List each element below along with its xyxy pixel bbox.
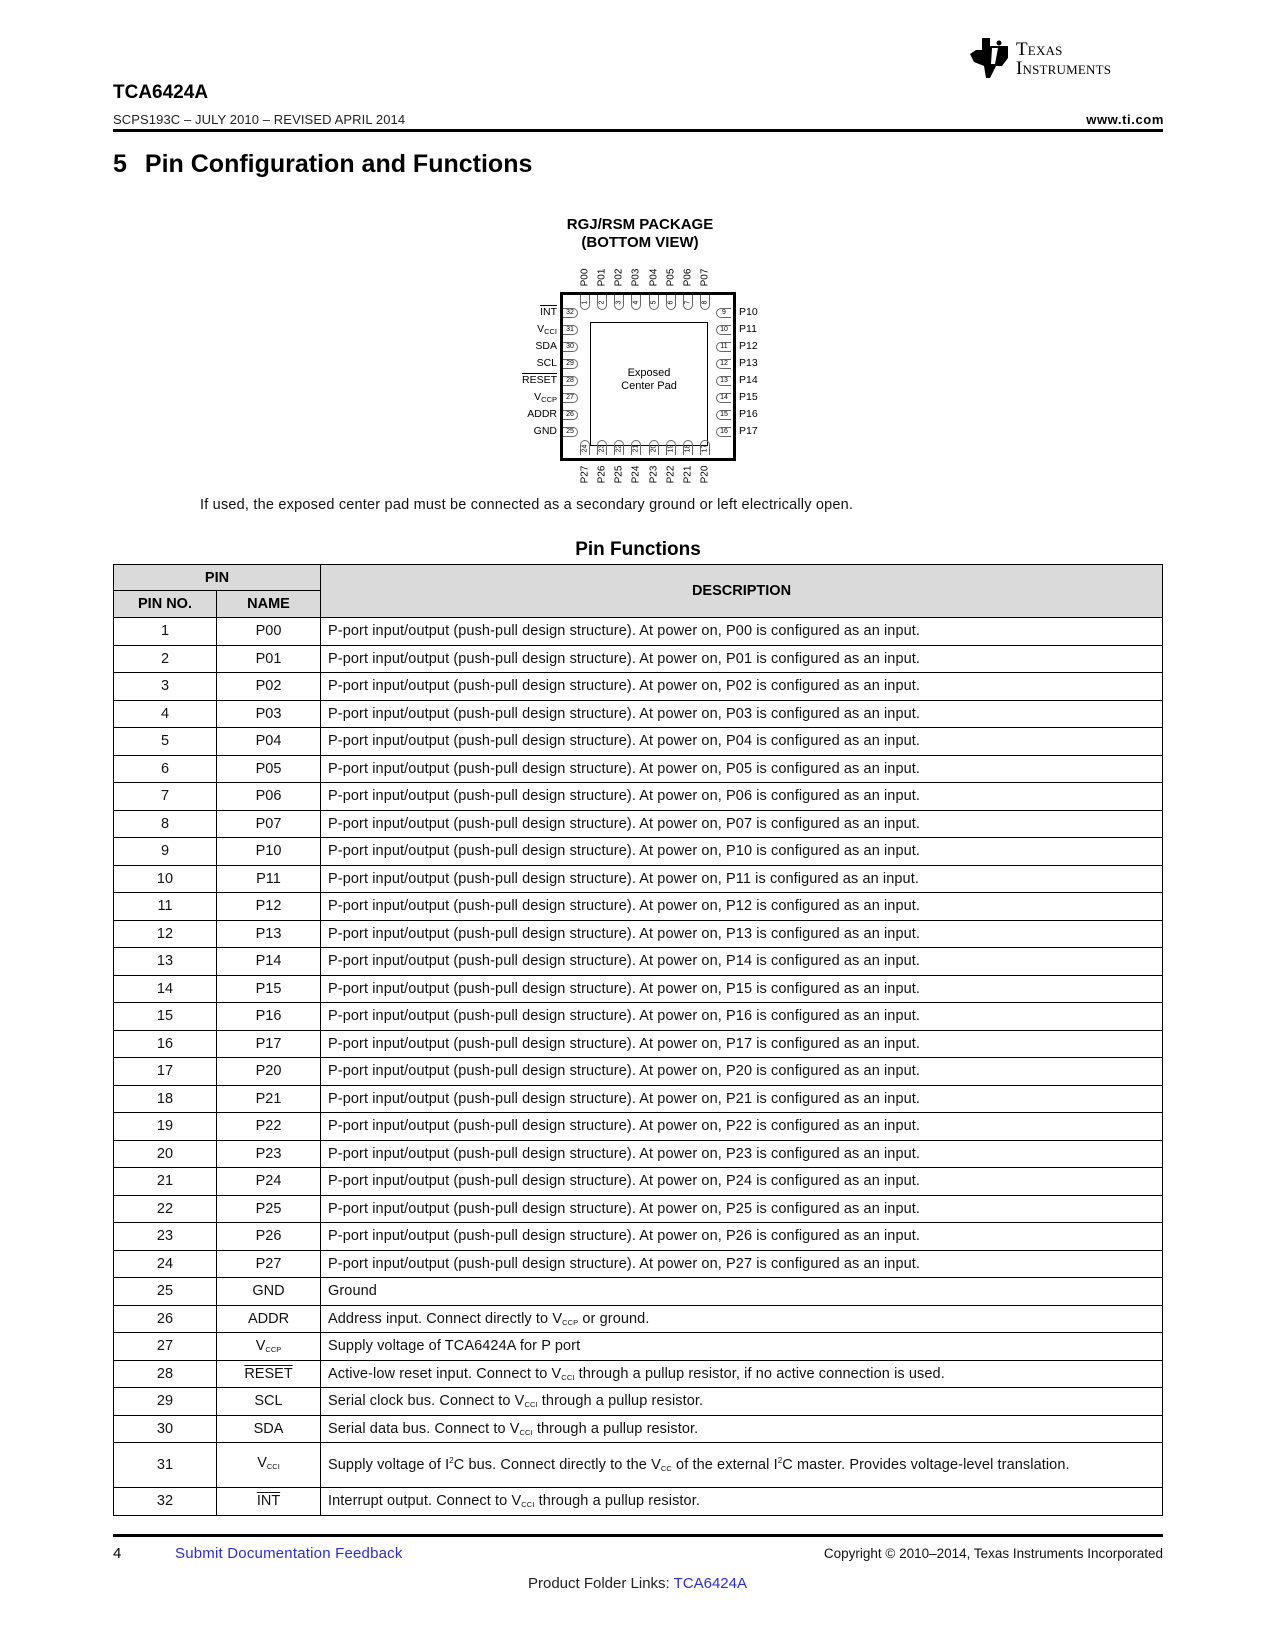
pin-number: 16	[114, 1030, 217, 1058]
pin-label-P26: P26	[596, 465, 608, 483]
package-pin-8: 8	[700, 295, 710, 310]
pin-number: 9	[114, 838, 217, 866]
pin-number: 1	[114, 618, 217, 646]
pin-label-reset: RESET	[521, 374, 557, 386]
pin-description: P-port input/output (push-pull design structure). At power on, P01 is configured as an input.	[321, 645, 1163, 673]
pin-description: P-port input/output (push-pull design structure). At power on, P21 is configured as an input.	[321, 1085, 1163, 1113]
pin-name: P07	[217, 810, 321, 838]
pin-label-gnd: GND	[533, 425, 557, 437]
table-row	[114, 1415, 1163, 1443]
pin-name: P06	[217, 783, 321, 811]
pin-number: 32	[114, 1488, 217, 1516]
package-pin-5: 5	[649, 295, 659, 310]
pin-label-P14: P14	[739, 374, 758, 386]
package-pin-10: 10	[716, 325, 731, 335]
pin-description: P-port input/output (push-pull design structure). At power on, P16 is configured as an input.	[321, 1003, 1163, 1031]
pin-number: 10	[114, 865, 217, 893]
pin-number: 24	[114, 1250, 217, 1278]
table-row	[114, 893, 1163, 921]
package-title-line1: RGJ/RSM PACKAGE	[566, 216, 714, 233]
pin-label-P13: P13	[739, 357, 758, 369]
table-row	[114, 920, 1163, 948]
center-pad-footnote: If used, the exposed center pad must be connected as a secondary ground or left electrically open.	[200, 497, 854, 513]
package-pin-16: 16	[716, 427, 731, 437]
pin-description: P-port input/output (push-pull design structure). At power on, P03 is configured as an input.	[321, 700, 1163, 728]
pin-description: P-port input/output (push-pull design structure). At power on, P22 is configured as an input.	[321, 1113, 1163, 1141]
product-link[interactable]: TCA6424A	[673, 1575, 747, 1592]
center-pad-label-1: Exposed	[627, 367, 671, 379]
pin-description: P-port input/output (push-pull design structure). At power on, P17 is configured as an input.	[321, 1030, 1163, 1058]
pin-number: 20	[114, 1140, 217, 1168]
header-rule	[113, 129, 1163, 132]
pin-name: ADDR	[217, 1305, 321, 1333]
package-pin-32: 32	[563, 308, 578, 318]
description-header: DESCRIPTION	[321, 565, 1163, 618]
pin-description: Interrupt output. Connect to $V_{CCI}$ through a pullup resistor.	[321, 1488, 1163, 1516]
table-row	[114, 673, 1163, 701]
table-row	[114, 810, 1163, 838]
package-pin-2: 2	[597, 295, 607, 310]
table-row	[114, 728, 1163, 756]
package-pin-4: 4	[631, 295, 641, 310]
pin-label-P17: P17	[739, 425, 758, 437]
table-row	[114, 948, 1163, 976]
pin-label-P24: P24	[630, 465, 642, 483]
package-pin-29: 29	[563, 359, 578, 369]
product-links-label: Product Folder Links:	[527, 1575, 674, 1592]
pin-number: 22	[114, 1195, 217, 1223]
pin-name: RESET	[217, 1360, 321, 1388]
pin-description: Supply voltage of TCA6424A for P port	[321, 1333, 1163, 1361]
pin-label-P11: P11	[739, 323, 757, 335]
website-link[interactable]: www.ti.com	[1086, 112, 1164, 127]
pin-functions-table	[113, 564, 1163, 1516]
package-pin-24: 24	[580, 440, 590, 455]
table-row	[114, 1058, 1163, 1086]
footer-rule	[113, 1534, 1163, 1537]
pin-name: P21	[217, 1085, 321, 1113]
ti-logo	[968, 36, 1168, 86]
pin-description: Active-low reset input. Connect to $V_{CCI}$ through a pullup resistor, if no active connection is used.	[321, 1360, 1163, 1388]
pin-number: 29	[114, 1388, 217, 1416]
logo-line1: Texas	[1016, 39, 1063, 60]
pin-number: 23	[114, 1223, 217, 1251]
center-pad-label-2: Center Pad	[621, 380, 677, 392]
section-title	[113, 150, 532, 179]
pin-label-addr: ADDR	[527, 408, 557, 420]
pin-name: P25	[217, 1195, 321, 1223]
pin-number: 8	[114, 810, 217, 838]
pin-description: P-port input/output (push-pull design structure). At power on, P24 is configured as an input.	[321, 1168, 1163, 1196]
pin-name: P14	[217, 948, 321, 976]
table-row	[114, 1305, 1163, 1333]
table-row	[114, 783, 1163, 811]
pin-label-sda: SDA	[535, 340, 557, 352]
table-row	[114, 645, 1163, 673]
pin-name: P15	[217, 975, 321, 1003]
pin-number: 5	[114, 728, 217, 756]
pin-name: P16	[217, 1003, 321, 1031]
pin-description: Address input. Connect directly to $V_{CCP}$ or ground.	[321, 1305, 1163, 1333]
package-pin-23: 23	[597, 440, 607, 455]
package-pin-26: 26	[563, 410, 578, 420]
table-row	[114, 1195, 1163, 1223]
pin-name: $\overline{INT}$	[217, 1488, 321, 1516]
package-pin-12: 12	[716, 359, 731, 369]
pin-label-P23: P23	[648, 465, 660, 483]
pin-number: 25	[114, 1278, 217, 1306]
pin-number: 31	[114, 1443, 217, 1488]
pin-number: 28	[114, 1360, 217, 1388]
package-title-line2: (BOTTOM VIEW)	[581, 234, 699, 251]
pin-description: P-port input/output (push-pull design structure). At power on, P10 is configured as an input.	[321, 838, 1163, 866]
package-pin-25: 25	[563, 427, 578, 437]
pin-name: P11	[217, 865, 321, 893]
table-row	[114, 865, 1163, 893]
pin-description: P-port input/output (push-pull design structure). At power on, P12 is configured as an input.	[321, 893, 1163, 921]
table-row	[114, 1030, 1163, 1058]
pin-number: 15	[114, 1003, 217, 1031]
pin-name: P23	[217, 1140, 321, 1168]
pin-label-P21: P21	[682, 465, 694, 483]
table-row	[114, 1168, 1163, 1196]
page-number: 4	[113, 1545, 122, 1562]
pin-description: P-port input/output (push-pull design structure). At power on, P05 is configured as an input.	[321, 755, 1163, 783]
pin-number: 18	[114, 1085, 217, 1113]
pin-number: 14	[114, 975, 217, 1003]
pin-name: SDA	[217, 1415, 321, 1443]
pin-description: P-port input/output (push-pull design structure). At power on, P20 is configured as an input.	[321, 1058, 1163, 1086]
table-row	[114, 975, 1163, 1003]
pin-label-P27: P27	[579, 465, 591, 483]
package-pin-9: 9	[716, 308, 731, 318]
pin-name: P17	[217, 1030, 321, 1058]
pin-label-P05: P05	[665, 268, 677, 286]
table-row	[114, 1488, 1163, 1516]
pin-number: 17	[114, 1058, 217, 1086]
pin-name: P20	[217, 1058, 321, 1086]
product-folder-links	[0, 1575, 1275, 1592]
pin-name: P22	[217, 1113, 321, 1141]
pin-name: P27	[217, 1250, 321, 1278]
pin-name: $V_{CCP}$	[217, 1333, 321, 1361]
pin-label-P12: P12	[739, 340, 758, 352]
table-row	[114, 1140, 1163, 1168]
pin-number: 21	[114, 1168, 217, 1196]
package-pin-22: 22	[614, 440, 624, 455]
package-pin-17: 17	[700, 440, 710, 455]
pin-label-P25: P25	[613, 465, 625, 483]
pin-number: 7	[114, 783, 217, 811]
exposed-center-pad	[590, 322, 708, 446]
pin-label-P06: P06	[682, 268, 694, 286]
pin-name: P13	[217, 920, 321, 948]
pin-number: 30	[114, 1415, 217, 1443]
table-row	[114, 1085, 1163, 1113]
package-pin-31: 31	[563, 325, 578, 335]
pin-label-P22: P22	[665, 465, 677, 483]
package-pin-19: 19	[666, 440, 676, 455]
pin-label-scl: SCL	[536, 357, 557, 369]
package-pin-6: 6	[666, 295, 676, 310]
pin-name: P12	[217, 893, 321, 921]
pin-number: 19	[114, 1113, 217, 1141]
package-pin-20: 20	[649, 440, 659, 455]
pin-label-int: $\overline{INT}$	[540, 306, 557, 318]
pin-number: 26	[114, 1305, 217, 1333]
package-pin-7: 7	[683, 295, 693, 310]
pin-description: P-port input/output (push-pull design structure). At power on, P25 is configured as an input.	[321, 1195, 1163, 1223]
pin-label-P10: P10	[739, 306, 758, 318]
document-id: TCA6424A	[113, 82, 209, 103]
pin-number: 2	[114, 645, 217, 673]
table-title: Pin Functions	[575, 539, 701, 560]
package-pin-27: 27	[563, 393, 578, 403]
name-header: NAME	[217, 591, 321, 618]
logo-line2: Instruments	[1016, 58, 1112, 79]
pin-number: 11	[114, 893, 217, 921]
pin-name: GND	[217, 1278, 321, 1306]
pin-number: 6	[114, 755, 217, 783]
pin-description: P-port input/output (push-pull design structure). At power on, P13 is configured as an input.	[321, 920, 1163, 948]
table-row	[114, 755, 1163, 783]
pin-description: Serial data bus. Connect to $V_{CCI}$ through a pullup resistor.	[321, 1415, 1163, 1443]
pin-label-P01: P01	[596, 268, 608, 286]
table-row	[114, 618, 1163, 646]
table-row	[114, 1333, 1163, 1361]
table-row	[114, 1278, 1163, 1306]
pin-no-header: PIN NO.	[114, 591, 217, 618]
pin-label-v-cci: $V_{CCI}$	[537, 323, 557, 336]
package-pin-3: 3	[614, 295, 624, 310]
pin-description: Serial clock bus. Connect to $V_{CCI}$ through a pullup resistor.	[321, 1388, 1163, 1416]
section-number: 5	[113, 150, 127, 178]
pin-description: Supply voltage of $I^2C$ bus. Connect directly to the $V_{CC}$ of the external $I^2C$ master. Provides voltage-level translation.	[321, 1443, 1163, 1488]
pin-name: $V_{CCI}$	[217, 1443, 321, 1488]
pin-name: P00	[217, 618, 321, 646]
pin-number: 27	[114, 1333, 217, 1361]
table-row	[114, 1250, 1163, 1278]
pin-name: SCL	[217, 1388, 321, 1416]
pin-description: P-port input/output (push-pull design structure). At power on, P04 is configured as an input.	[321, 728, 1163, 756]
package-pin-1: 1	[580, 295, 590, 310]
package-pin-28: 28	[563, 376, 578, 386]
copyright: Copyright © 2010–2014, Texas Instruments Incorporated	[823, 1546, 1163, 1561]
pin-name: P02	[217, 673, 321, 701]
pin-label-P00: P00	[579, 268, 591, 286]
pin-name: P03	[217, 700, 321, 728]
pin-label-P04: P04	[648, 268, 660, 286]
pin-name: P04	[217, 728, 321, 756]
package-pin-14: 14	[716, 393, 731, 403]
package-pin-30: 30	[563, 342, 578, 352]
pin-name: P26	[217, 1223, 321, 1251]
pin-description: P-port input/output (push-pull design structure). At power on, P27 is configured as an input.	[321, 1250, 1163, 1278]
pin-label-P07: P07	[699, 268, 711, 286]
table-row	[114, 1223, 1163, 1251]
pin-description: P-port input/output (push-pull design structure). At power on, P07 is configured as an input.	[321, 810, 1163, 838]
table-row	[114, 838, 1163, 866]
package-pin-11: 11	[716, 342, 731, 352]
pin-label-P15: P15	[739, 391, 758, 403]
pin-name: P01	[217, 645, 321, 673]
pin-name: P10	[217, 838, 321, 866]
pin-description: P-port input/output (push-pull design structure). At power on, P02 is configured as an input.	[321, 673, 1163, 701]
pin-group-header: PIN	[114, 565, 321, 591]
pin-name: P05	[217, 755, 321, 783]
pin-name: P24	[217, 1168, 321, 1196]
table-row	[114, 1360, 1163, 1388]
pin-description: P-port input/output (push-pull design structure). At power on, P23 is configured as an input.	[321, 1140, 1163, 1168]
table-row	[114, 1113, 1163, 1141]
pin-description: P-port input/output (push-pull design structure). At power on, P00 is configured as an input.	[321, 618, 1163, 646]
pin-number: 3	[114, 673, 217, 701]
package-pin-13: 13	[716, 376, 731, 386]
pin-label-v-ccp: $V_{CCP}$	[534, 391, 557, 404]
pin-label-P16: P16	[739, 408, 758, 420]
pin-label-P03: P03	[630, 268, 642, 286]
ti-logo-icon	[968, 36, 1012, 82]
pin-description: Ground	[321, 1278, 1163, 1306]
pin-description: P-port input/output (push-pull design structure). At power on, P06 is configured as an input.	[321, 783, 1163, 811]
section-title-text: Pin Configuration and Functions	[144, 150, 533, 178]
pin-label-P02: P02	[613, 268, 625, 286]
pin-description: P-port input/output (push-pull design structure). At power on, P26 is configured as an input.	[321, 1223, 1163, 1251]
table-row	[114, 1003, 1163, 1031]
package-pin-21: 21	[631, 440, 641, 455]
pin-description: P-port input/output (push-pull design structure). At power on, P11 is configured as an input.	[321, 865, 1163, 893]
package-title	[500, 216, 780, 252]
table-row	[114, 1388, 1163, 1416]
pin-number: 4	[114, 700, 217, 728]
pin-label-P20: P20	[699, 465, 711, 483]
document-revision: SCPS193C – JULY 2010 – REVISED APRIL 2014	[113, 112, 406, 127]
package-pin-18: 18	[683, 440, 693, 455]
pin-number: 13	[114, 948, 217, 976]
submit-feedback-link[interactable]: Submit Documentation Feedback	[175, 1545, 403, 1562]
table-row	[114, 700, 1163, 728]
package-pin-15: 15	[716, 410, 731, 420]
table-row	[114, 1443, 1163, 1488]
pin-number: 12	[114, 920, 217, 948]
pin-description: P-port input/output (push-pull design structure). At power on, P14 is configured as an input.	[321, 948, 1163, 976]
pin-description: P-port input/output (push-pull design structure). At power on, P15 is configured as an input.	[321, 975, 1163, 1003]
